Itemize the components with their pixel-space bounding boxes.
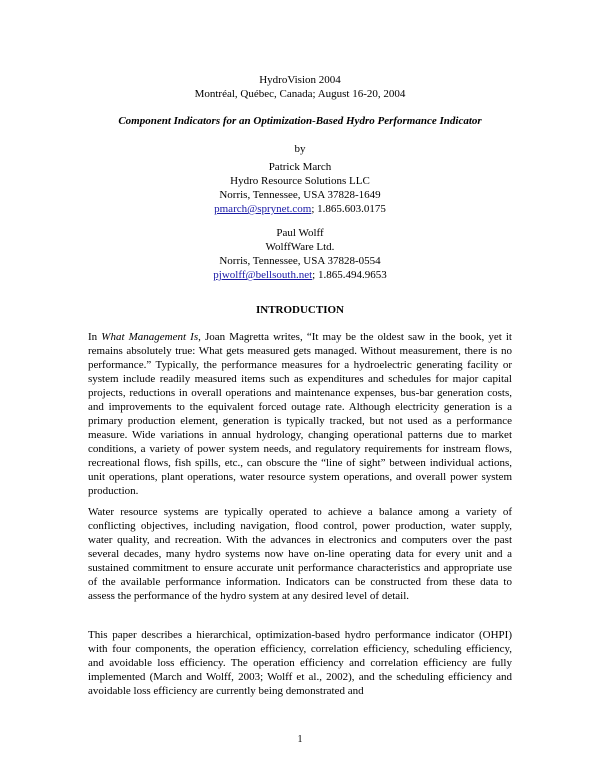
author2-email-link[interactable]: pjwolff@bellsouth.net bbox=[213, 269, 313, 281]
author1-contact bbox=[0, 202, 600, 217]
by-line: by bbox=[294, 143, 306, 155]
author2-org: WolffWare Ltd. bbox=[265, 241, 335, 253]
author2-name: Paul Wolff bbox=[276, 227, 324, 239]
author2-address: Norris, Tennessee, USA 37828-0554 bbox=[219, 255, 381, 267]
author1-name: Patrick March bbox=[268, 161, 332, 173]
paragraph-1 bbox=[88, 330, 512, 498]
book-title: What Management Is bbox=[101, 331, 199, 343]
paragraph-1-body: , Joan Magretta writes, “It may be the oldest saw in the book, yet it remains absolutely true: What gets measured gets managed. Without measurement, there is no performance.” Typically, the performance measures for a hydroelectric generating facility or system include readily measured items such as expenditures and schedules for major capital projects, reductions in overall operations and maintenance expenses, bus-bar generation costs, and improvements to the equivalent forced outage rate. Although electricity generation is a primary production element, generation is typically tracked, but not used as a performance measure. Wide variations in annual hydrology, changing operational patterns due to market conditions, a variety of power system needs, and regulatory requirements for instream flows, recreational flows, fish spills, etc., can obscure the “line of sight” between individual actions, unit operations, plant operations, water resource system operations, and overall power system production. bbox=[88, 331, 512, 497]
conference-location: Montréal, Québec, Canada; August 16-20, 2004 bbox=[194, 88, 406, 100]
author1-org: Hydro Resource Solutions LLC bbox=[230, 175, 370, 187]
author1-email-link[interactable]: pmarch@sprynet.com bbox=[214, 203, 312, 215]
paragraph-3: This paper describes a hierarchical, optimization-based hydro performance indicator (OHPI) with four components, the operation efficiency, correlation efficiency, scheduling efficiency, and avoidable loss efficiency. The operation efficiency and correlation efficiency are fully implemented (March and Wolff, 2003; Wolff et al., 2002), and the scheduling efficiency and avoidable loss efficiency are currently being demonstrated and bbox=[88, 629, 512, 697]
page-number: 1 bbox=[297, 734, 303, 745]
author1-address: Norris, Tennessee, USA 37828-1649 bbox=[219, 189, 381, 201]
paragraph-2: Water resource systems are typically operated to achieve a balance among a variety of conflicting objectives, including navigation, flood control, power production, water supply, water quality, and recreation. With the advances in electronics and computers over the past several decades, many hydro systems now have on-line operating data for every unit and a sustained commitment to ensure accurate unit performance characteristics and appropriate use of the available performance information. Indicators can be constructed from these data to assess the performance of the hydro system at any desired level of detail. bbox=[88, 506, 512, 602]
conference-name: HydroVision 2004 bbox=[259, 74, 341, 86]
paper-title: Component Indicators for an Optimization-Based Hydro Performance Indicator bbox=[118, 115, 482, 127]
paragraph-1-lead: In bbox=[88, 331, 102, 343]
section-heading: INTRODUCTION bbox=[255, 304, 344, 316]
author2-phone: ; 1.865.494.9653 bbox=[312, 269, 387, 281]
author2-contact bbox=[0, 268, 600, 283]
author1-phone: ; 1.865.603.0175 bbox=[311, 203, 386, 215]
